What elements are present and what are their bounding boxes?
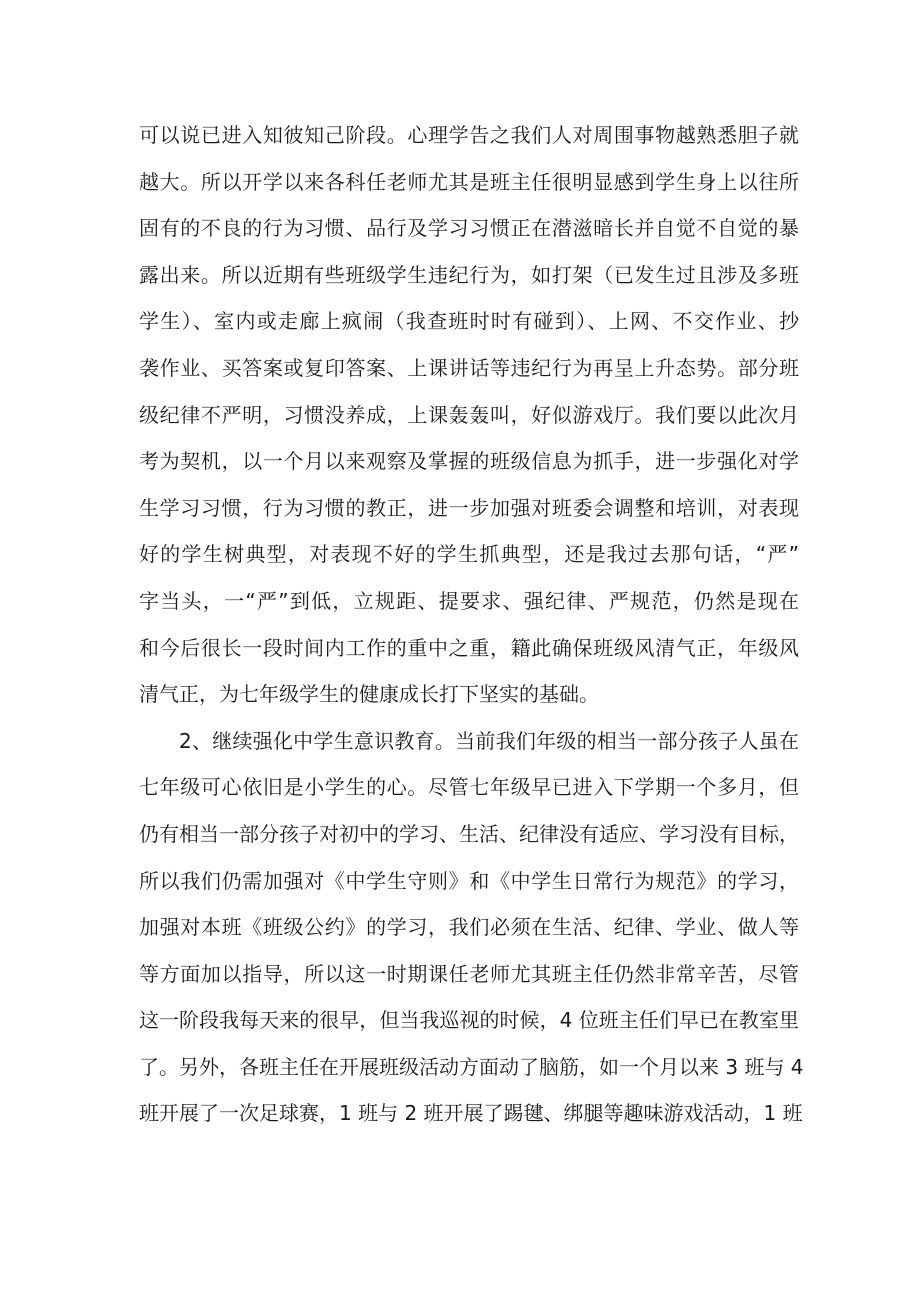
text-line: 了。另外，各班主任在开展班级活动方面动了脑筋，如一个月以来 3 班与 4 — [139, 1054, 804, 1079]
paragraph-2 — [139, 718, 804, 1137]
body-text — [139, 112, 804, 1137]
text-line: 等方面加以指导，所以这一时期课任老师尤其班主任仍然非常辛苦，尽管 — [139, 961, 799, 986]
text-line: 2、继续强化中学生意识教育。当前我们年级的相当一部分孩子人虽在 — [179, 728, 799, 753]
text-line: 清气正，为七年级学生的健康成长打下坚实的基础。 — [139, 682, 599, 707]
text-line: 仍有相当一部分孩子对初中的学习、生活、纪律没有适应、学习没有目标， — [139, 821, 799, 846]
text-line: 考为契机，以一个月以来观察及掌握的班级信息为抓手，进一步强化对学 — [139, 449, 799, 474]
text-line: 生学习习惯，行为习惯的教正，进一步加强对班委会调整和培训，对表现 — [139, 495, 799, 520]
paragraph-1 — [139, 112, 799, 718]
text-line: 所以我们仍需加强对《中学生守则》和《中学生日常行为规范》的学习， — [139, 868, 799, 893]
text-line: 学生）、室内或走廊上疯闹（我查班时时有碰到）、上网、不交作业、抄 — [139, 309, 799, 334]
text-line: 班开展了一次足球赛，1 班与 2 班开展了踢毽、绑腿等趣味游戏活动，1 班 — [139, 1101, 803, 1126]
text-line: 固有的不良的行为习惯、品行及学习习惯正在潜滋暗长并自觉不自觉的暴 — [139, 216, 799, 241]
text-line: 级纪律不严明，习惯没养成，上课轰轰叫，好似游戏厅。我们要以此次月 — [139, 402, 799, 427]
text-line: 越大。所以开学以来各科任老师尤其是班主任很明显感到学生身上以往所 — [139, 169, 799, 194]
text-line: 露出来。所以近期有些班级学生违纪行为，如打架（已发生过且涉及多班 — [139, 262, 799, 287]
text-line: 这一阶段我每天来的很早，但当我巡视的时候，4 位班主任们早已在教室里 — [139, 1008, 799, 1033]
text-line: 和今后很长一段时间内工作的重中之重，籍此确保班级风清气正，年级风 — [139, 635, 799, 660]
text-line: 加强对本班《班级公约》的学习，我们必须在生活、纪律、学业、做人等 — [139, 915, 799, 940]
text-line: 好的学生树典型，对表现不好的学生抓典型，还是我过去那句话，“严” — [139, 542, 799, 567]
text-line: 七年级可心依旧是小学生的心。尽管七年级早已进入下学期一个多月，但 — [139, 775, 799, 800]
text-line: 袭作业、买答案或复印答案、上课讲话等违纪行为再呈上升态势。部分班 — [139, 355, 799, 380]
text-line: 字当头，一“严”到低，立规距、提要求、强纪律、严规范，仍然是现在 — [139, 588, 799, 613]
text-line: 可以说已进入知彼知己阶段。心理学告之我们人对周围事物越熟悉胆子就 — [139, 123, 799, 147]
